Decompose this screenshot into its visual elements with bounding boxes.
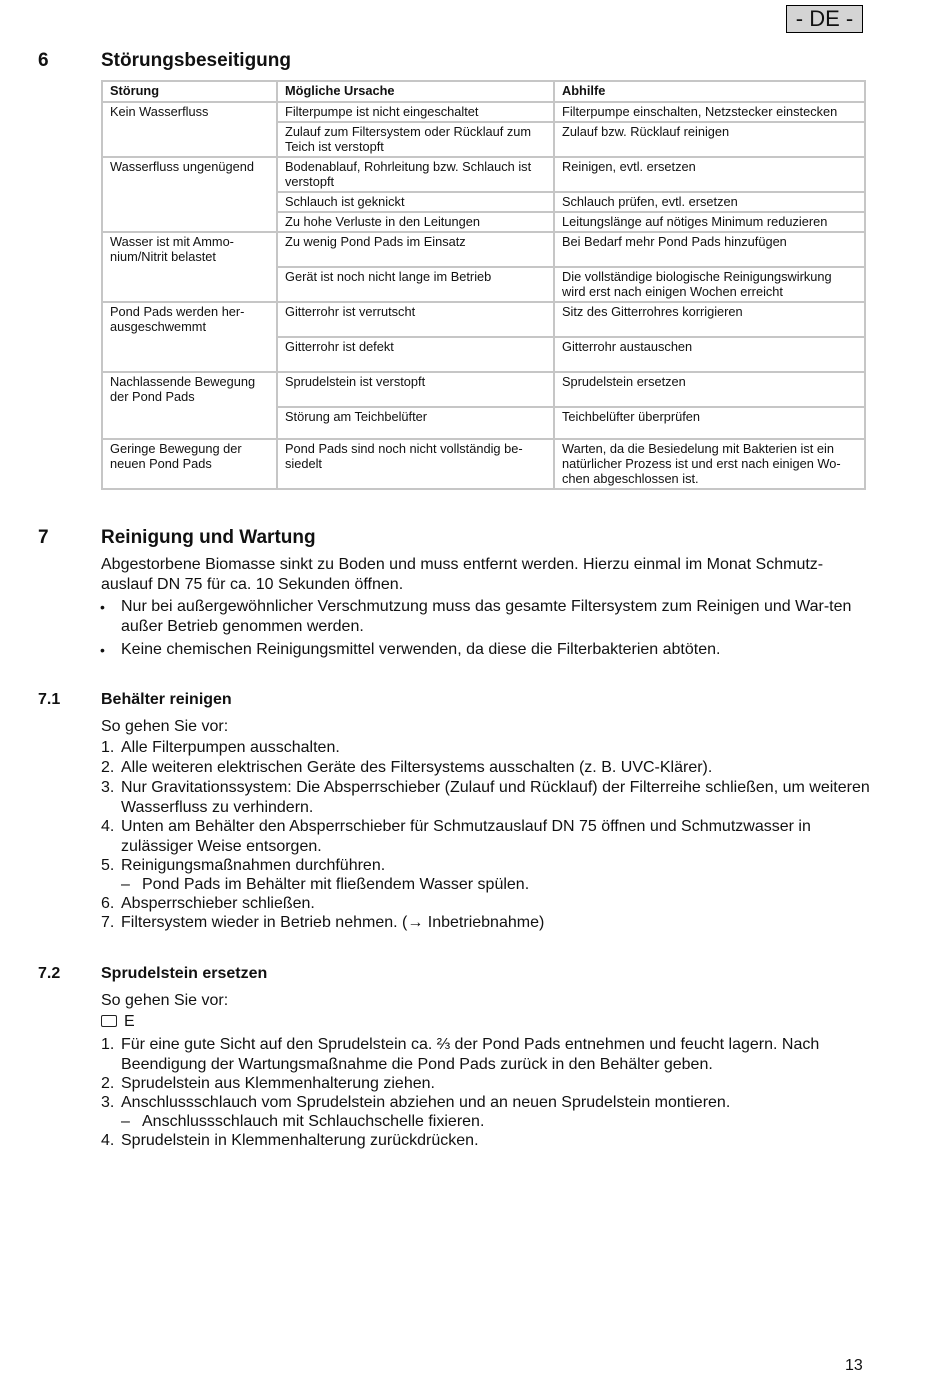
table-row	[102, 212, 865, 232]
section-7-2-number: 7.2	[38, 965, 61, 982]
list-item-text: Unten am Behälter den Absperrschieber für Schmutzauslauf DN 75 öffnen und Schmutzwasser in zulässiger Weise entsorgen.	[121, 818, 811, 855]
figure-reference-icon	[101, 1015, 117, 1027]
table-row	[102, 232, 865, 267]
remedy-cell: Sitz des Gitterrohres korrigieren	[554, 302, 865, 337]
remedy-cell: Zulauf bzw. Rücklauf reinigen	[554, 122, 865, 157]
column-header-cause: Mögliche Ursache	[277, 81, 554, 102]
remedy-cell: Teichbelüfter überprüfen	[554, 407, 865, 439]
list-item-text: Für eine gute Sicht auf den Sprudelstein ca. ⅔ der Pond Pads entnehmen und feucht lagern. Nach Beendigung der Wartungsmaßnahme die Pond Pads zurück in den Behälter geben.	[121, 1036, 820, 1073]
list-item-number: 3.	[101, 1094, 115, 1111]
troubleshooting-table	[101, 80, 866, 490]
table-row	[102, 192, 865, 212]
table-row	[102, 157, 865, 192]
list-item-number: 4.	[101, 818, 115, 835]
section-7-title: Reinigung und Wartung	[101, 527, 316, 548]
remedy-cell: Leitungslänge auf nötiges Minimum reduzieren	[554, 212, 865, 232]
list-item-number: 1.	[101, 1036, 115, 1053]
list-item	[101, 817, 881, 856]
table-row	[102, 407, 865, 439]
list-item-number: 6.	[101, 895, 115, 912]
problem-cell	[102, 192, 277, 212]
problem-cell: Kein Wasserfluss	[102, 102, 277, 122]
section-7-2-title: Sprudelstein ersetzen	[101, 965, 268, 982]
problem-cell: Geringe Bewegung der neuen Pond Pads	[102, 439, 277, 489]
list-item	[101, 778, 881, 817]
list-item-number: 4.	[101, 1132, 115, 1149]
cause-cell: Zu wenig Pond Pads im Einsatz	[277, 232, 554, 267]
bullet-item: Nur bei außergewöhnlicher Verschmutzung muss das gesamte Filtersystem zum Reinigen und War-ten außer Betrieb genommen werden.	[121, 598, 852, 635]
table-row	[102, 102, 865, 122]
list-item	[101, 913, 881, 933]
table-row	[102, 439, 865, 489]
dash-symbol: –	[121, 876, 130, 893]
language-badge: - DE -	[786, 5, 863, 33]
list-item-number: 1.	[101, 739, 115, 756]
sub-list-item	[121, 875, 529, 895]
cause-cell: Filterpumpe ist nicht eingeschaltet	[277, 102, 554, 122]
problem-cell: Pond Pads werden her-ausgeschwemmt	[102, 302, 277, 337]
section-7-1-title: Behälter reinigen	[101, 691, 232, 708]
list-item-number: 3.	[101, 779, 115, 796]
bullet-item: Keine chemischen Reinigungsmittel verwenden, da diese die Filterbakterien abtöten.	[121, 641, 721, 658]
list-item	[101, 856, 881, 876]
section-6-number: 6	[38, 50, 49, 71]
cause-cell: Gitterrohr ist verrutscht	[277, 302, 554, 337]
section-7-intro: Abgestorbene Biomasse sinkt zu Boden und muss entfernt werden. Hierzu einmal im Monat Schmutz-auslauf DN 75 für ca. 10 Sekunden öffnen.	[101, 556, 824, 593]
problem-cell	[102, 212, 277, 232]
list-item-number: 2.	[101, 759, 115, 776]
list-item	[101, 758, 881, 778]
list-item	[101, 1074, 881, 1094]
problem-cell: Nachlassende Bewegung der Pond Pads	[102, 372, 277, 407]
bullet-symbol: •	[100, 642, 105, 658]
cause-cell: Zulauf zum Filtersystem oder Rücklauf zum Teich ist verstopft	[277, 122, 554, 157]
remedy-cell: Reinigen, evtl. ersetzen	[554, 157, 865, 192]
section-7-1-lead: So gehen Sie vor:	[101, 718, 229, 735]
list-item-text: Nur Gravitationssystem: Die Absperrschieber (Zulauf und Rücklauf) der Filterreihe schließen, um weiteren Wasserfluss zu verhindern.	[121, 779, 870, 816]
remedy-cell: Gitterrohr austauschen	[554, 337, 865, 372]
section-7-1-number: 7.1	[38, 691, 61, 708]
table-row	[102, 302, 865, 337]
page-number: 13	[845, 1357, 863, 1374]
sub-list-item	[121, 1112, 484, 1132]
sub-list-item-text: Pond Pads im Behälter mit fließendem Wasser spülen.	[142, 876, 530, 893]
list-item-text: Anschlussschlauch vom Sprudelstein abziehen und an neuen Sprudelstein montieren.	[121, 1094, 731, 1111]
problem-cell	[102, 337, 277, 372]
table-row	[102, 122, 865, 157]
figure-reference-label: E	[124, 1013, 135, 1030]
section-7-2-lead: So gehen Sie vor:	[101, 992, 229, 1009]
list-item-text: Sprudelstein in Klemmenhalterung zurückdrücken.	[121, 1132, 479, 1149]
remedy-cell: Schlauch prüfen, evtl. ersetzen	[554, 192, 865, 212]
list-item-text: Sprudelstein aus Klemmenhalterung ziehen.	[121, 1075, 435, 1092]
list-item-text: Filtersystem wieder in Betrieb nehmen. (→ Inbetriebnahme)	[121, 914, 545, 931]
table-header-row	[102, 81, 865, 102]
list-item-text: Absperrschieber schließen.	[121, 895, 315, 912]
list-item-text: Reinigungsmaßnahmen durchführen.	[121, 857, 386, 874]
section-7-number: 7	[38, 527, 49, 548]
table-row	[102, 337, 865, 372]
cause-cell: Gerät ist noch nicht lange im Betrieb	[277, 267, 554, 302]
problem-cell	[102, 267, 277, 302]
problem-cell: Wasserfluss ungenügend	[102, 157, 277, 192]
column-header-problem: Störung	[102, 81, 277, 102]
bullet-symbol: •	[100, 599, 105, 615]
list-item-text: Alle Filterpumpen ausschalten.	[121, 739, 340, 756]
section-6-title: Störungsbeseitigung	[101, 50, 291, 71]
remedy-cell: Sprudelstein ersetzen	[554, 372, 865, 407]
dash-symbol: –	[121, 1113, 130, 1130]
cause-cell: Zu hohe Verluste in den Leitungen	[277, 212, 554, 232]
sub-list-item-text: Anschlussschlauch mit Schlauchschelle fixieren.	[142, 1113, 485, 1130]
list-item-number: 2.	[101, 1075, 115, 1092]
remedy-cell: Warten, da die Besiedelung mit Bakterien ist ein natürlicher Prozess ist und erst nach einigen Wo-chen abgeschlossen ist.	[554, 439, 865, 489]
remedy-cell: Bei Bedarf mehr Pond Pads hinzufügen	[554, 232, 865, 267]
list-item-number: 7.	[101, 914, 115, 931]
list-item	[101, 738, 881, 758]
cause-cell: Bodenablauf, Rohrleitung bzw. Schlauch ist verstopft	[277, 157, 554, 192]
list-item-number: 5.	[101, 857, 115, 874]
table-row	[102, 372, 865, 407]
remedy-cell: Filterpumpe einschalten, Netzstecker einstecken	[554, 102, 865, 122]
list-item	[101, 1035, 881, 1074]
table-row	[102, 267, 865, 302]
problem-cell	[102, 122, 277, 157]
list-item	[101, 1131, 881, 1151]
cause-cell: Störung am Teichbelüfter	[277, 407, 554, 439]
problem-cell	[102, 407, 277, 439]
list-item	[101, 1093, 881, 1113]
cause-cell: Schlauch ist geknickt	[277, 192, 554, 212]
remedy-cell: Die vollständige biologische Reinigungswirkung wird erst nach einigen Wochen erreicht	[554, 267, 865, 302]
column-header-remedy: Abhilfe	[554, 81, 865, 102]
cause-cell: Pond Pads sind noch nicht vollständig be-siedelt	[277, 439, 554, 489]
cause-cell: Sprudelstein ist verstopft	[277, 372, 554, 407]
problem-cell: Wasser ist mit Ammo-nium/Nitrit belastet	[102, 232, 277, 267]
list-item	[101, 894, 881, 914]
list-item-text: Alle weiteren elektrischen Geräte des Filtersystems ausschalten (z. B. UVC-Klärer).	[121, 759, 713, 776]
cause-cell: Gitterrohr ist defekt	[277, 337, 554, 372]
